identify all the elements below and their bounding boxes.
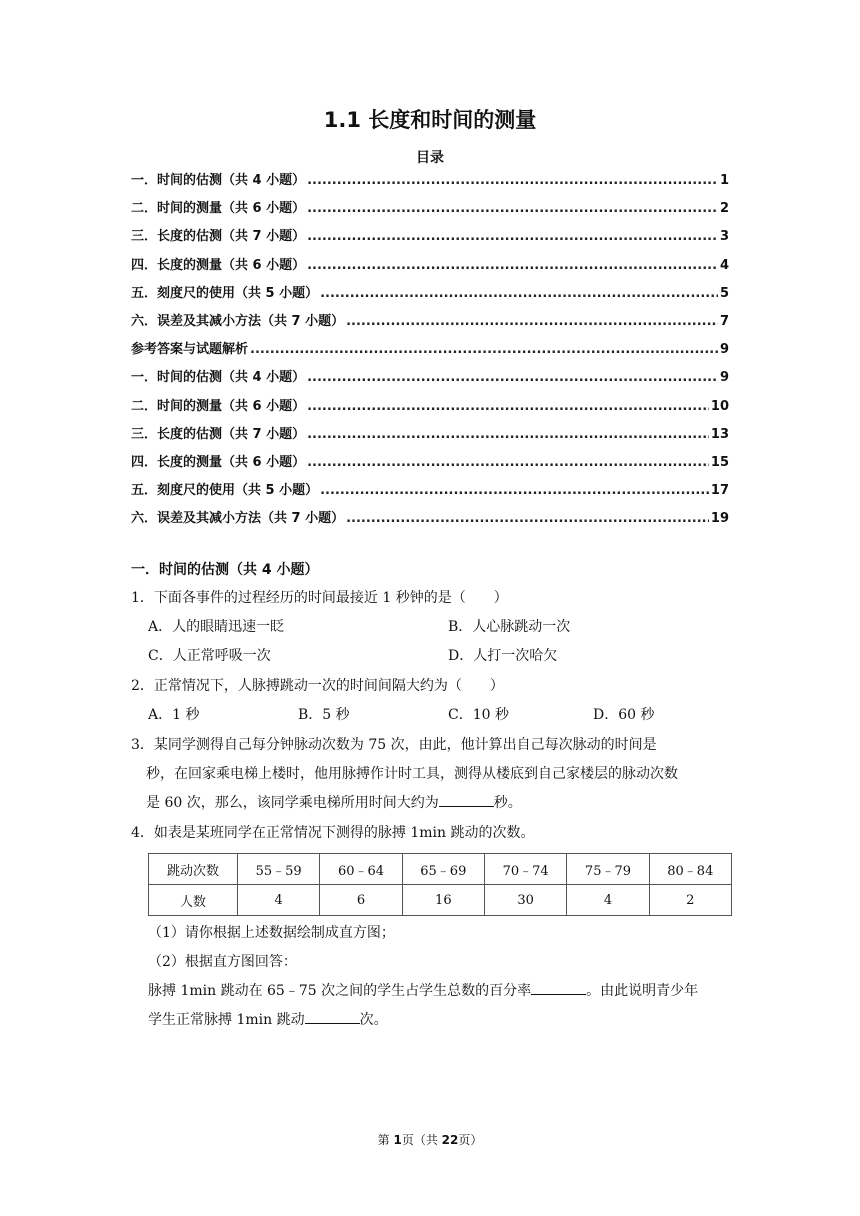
table-cell: 4 xyxy=(238,885,320,916)
toc-entry-label: 三．长度的估测（共 7 小题） xyxy=(131,426,306,442)
question-stem-line: 秒，在回家乘电梯上楼时，他用脉搏作计时工具，测得从楼底到自己家楼层的脉动次数 xyxy=(146,766,678,782)
toc-leader-dots xyxy=(307,223,718,251)
toc-leader-dots xyxy=(346,505,709,533)
toc-entry[interactable] xyxy=(131,393,729,421)
question-2 xyxy=(131,672,733,701)
table-cell: 80﹣84 xyxy=(649,854,731,885)
table-cell: 55﹣59 xyxy=(238,854,320,885)
toc-entry-label: 参考答案与试题解析 xyxy=(131,342,249,358)
footer-text: 页） xyxy=(458,1133,483,1147)
toc-entry-page: 19 xyxy=(710,511,729,527)
table-header-cell: 跳动次数 xyxy=(149,854,238,885)
paragraph-text: 脉搏 1min 跳动在 65﹣75 次之间的学生占学生总数的百分率 xyxy=(148,983,532,999)
toc-leader-dots xyxy=(307,195,718,223)
toc-entry-page: 7 xyxy=(719,313,729,329)
toc-entry[interactable] xyxy=(131,336,729,364)
question-1-options xyxy=(148,613,738,671)
question-1 xyxy=(131,584,733,613)
toc-entry[interactable] xyxy=(131,195,729,223)
question-stem-line: 3．某同学测得自己每分钟脉动次数为 75 次，由此，他计算出自己每次脉动的时间是 xyxy=(131,737,657,753)
option-a[interactable]: A．1 秒 xyxy=(148,707,200,723)
toc-entry-label: 六．误差及其减小方法（共 7 小题） xyxy=(131,313,345,329)
toc-entry-label: 三．长度的估测（共 7 小题） xyxy=(131,229,306,245)
toc-entry-label: 二．时间的测量（共 6 小题） xyxy=(131,201,306,217)
table-cell: 65﹣69 xyxy=(402,854,484,885)
answer-blank[interactable] xyxy=(531,980,586,995)
table-cell: 4 xyxy=(567,885,649,916)
toc-entry-label: 六．误差及其减小方法（共 7 小题） xyxy=(131,511,345,527)
toc-entry[interactable] xyxy=(131,280,729,308)
table-cell: 70﹣74 xyxy=(484,854,566,885)
question-text: 是 60 次，那么，该同学乘电梯所用时间大约为 xyxy=(146,795,439,811)
toc-heading: 目录 xyxy=(416,150,444,166)
table-row xyxy=(149,885,732,916)
question-stem: 4．如表是某班同学在正常情况下测得的脉搏 1min 跳动的次数。 xyxy=(131,825,535,841)
toc-entry-label: 一．时间的估测（共 4 小题） xyxy=(131,370,306,386)
question-stem-line xyxy=(131,789,733,818)
option-d[interactable]: D．60 秒 xyxy=(593,707,655,723)
option-c[interactable]: C．人正常呼吸一次 xyxy=(148,648,271,664)
toc-entry[interactable] xyxy=(131,364,729,392)
toc-entry[interactable] xyxy=(131,449,729,477)
table-cell: 30 xyxy=(484,885,566,916)
toc-entry-label: 四．长度的测量（共 6 小题） xyxy=(131,454,306,470)
table-header-cell: 人数 xyxy=(149,885,238,916)
table-row xyxy=(149,854,732,885)
current-page-number: 1 xyxy=(393,1133,402,1147)
document-title: 1.1 长度和时间的测量 xyxy=(323,108,537,132)
footer-text: 第 xyxy=(377,1133,394,1147)
toc-entry-page: 15 xyxy=(710,454,729,470)
toc-entry[interactable] xyxy=(131,477,729,505)
toc-entry[interactable] xyxy=(131,421,729,449)
table-cell: 16 xyxy=(402,885,484,916)
toc-entry-label: 五．刻度尺的使用（共 5 小题） xyxy=(131,285,319,301)
answer-paragraph xyxy=(148,977,736,1035)
option-c[interactable]: C．10 秒 xyxy=(448,707,509,723)
question-stem: 2．正常情况下，人脉搏跳动一次的时间间隔大约为（ ） xyxy=(131,678,504,694)
table-cell: 75﹣79 xyxy=(567,854,649,885)
toc-entry[interactable] xyxy=(131,223,729,251)
option-b[interactable]: B．人心脉跳动一次 xyxy=(448,619,571,635)
toc-entry-page: 13 xyxy=(710,426,729,442)
toc-entry[interactable] xyxy=(131,505,729,533)
toc-entry[interactable] xyxy=(131,252,729,280)
toc-entry-label: 四．长度的测量（共 6 小题） xyxy=(131,257,306,273)
question-stem: 1．下面各事件的过程经历的时间最接近 1 秒钟的是（ ） xyxy=(131,590,508,606)
toc-leader-dots xyxy=(307,393,709,421)
toc-entry-page: 10 xyxy=(710,398,729,414)
total-pages-number: 22 xyxy=(441,1133,459,1147)
table-of-contents xyxy=(131,167,729,533)
paragraph-text: 次。 xyxy=(359,1012,388,1028)
toc-entry-page: 3 xyxy=(719,229,729,245)
toc-leader-dots xyxy=(307,449,709,477)
sub-question-2: （2）根据直方图回答： xyxy=(148,954,297,970)
toc-leader-dots xyxy=(307,167,718,195)
toc-entry-label: 二．时间的测量（共 6 小题） xyxy=(131,398,306,414)
question-3 xyxy=(131,731,733,818)
toc-leader-dots xyxy=(320,280,718,308)
table-cell: 2 xyxy=(649,885,731,916)
option-d[interactable]: D．人打一次哈欠 xyxy=(448,648,558,664)
footer-text: 页（共 xyxy=(401,1133,442,1147)
toc-leader-dots xyxy=(346,308,718,336)
toc-leader-dots xyxy=(307,252,718,280)
paragraph-text: 学生正常脉搏 1min 跳动 xyxy=(148,1012,305,1028)
answer-blank[interactable] xyxy=(305,1009,360,1024)
toc-leader-dots xyxy=(250,336,718,364)
question-text: 秒。 xyxy=(493,795,522,811)
question-2-options xyxy=(148,701,738,730)
toc-entry-page: 1 xyxy=(719,173,729,188)
toc-entry[interactable] xyxy=(131,308,729,336)
toc-leader-dots xyxy=(307,364,718,392)
toc-entry-label: 一．时间的估测（共 4 小题） xyxy=(131,173,306,188)
toc-entry-page: 17 xyxy=(710,483,729,499)
page-footer xyxy=(0,1131,860,1148)
toc-leader-dots xyxy=(320,477,709,505)
sub-question-1: （1）请你根据上述数据绘制成直方图； xyxy=(148,925,395,941)
toc-entry-page: 5 xyxy=(719,285,729,301)
toc-entry-page: 4 xyxy=(719,257,729,273)
toc-entry-page: 2 xyxy=(719,201,729,217)
toc-entry-page: 9 xyxy=(719,342,729,358)
option-b[interactable]: B．5 秒 xyxy=(298,707,350,723)
answer-blank[interactable] xyxy=(439,792,494,807)
option-a[interactable]: A．人的眼睛迅速一眨 xyxy=(148,619,285,635)
toc-leader-dots xyxy=(307,421,709,449)
toc-entry-label: 五．刻度尺的使用（共 5 小题） xyxy=(131,483,319,499)
table-cell: 60﹣64 xyxy=(320,854,402,885)
table-cell: 6 xyxy=(320,885,402,916)
paragraph-text: 。由此说明青少年 xyxy=(586,983,699,999)
question-4 xyxy=(131,819,733,848)
pulse-data-table xyxy=(148,853,732,916)
toc-entry[interactable] xyxy=(131,167,729,195)
section-heading: 一．时间的估测（共 4 小题） xyxy=(131,562,319,578)
toc-entry-page: 9 xyxy=(719,370,729,386)
